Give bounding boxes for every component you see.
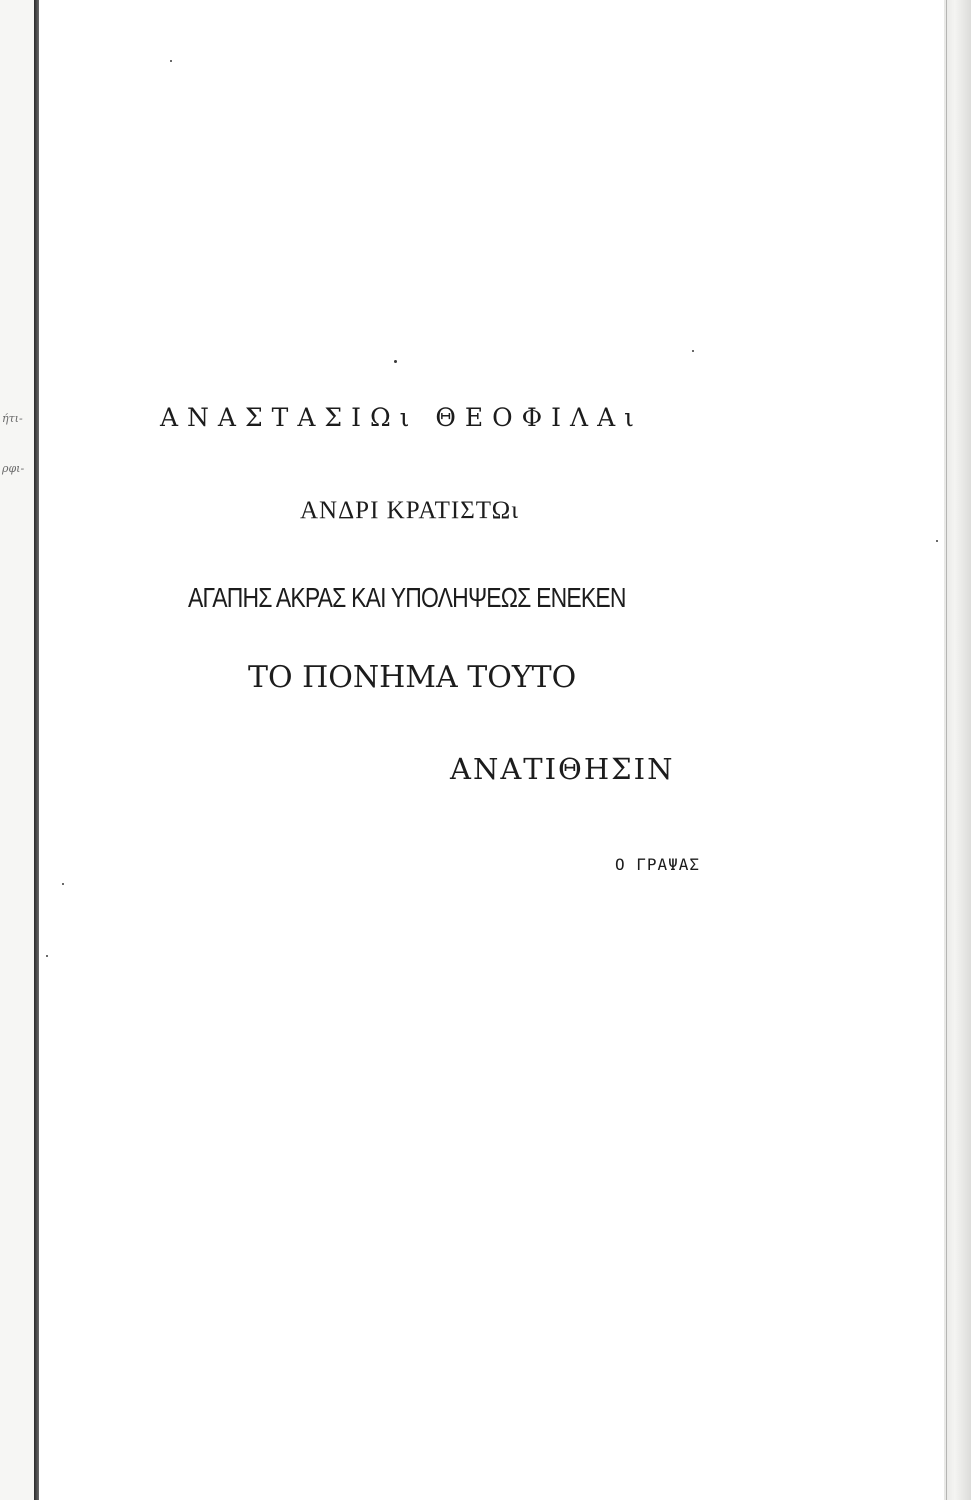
previous-page-edge xyxy=(0,0,34,1500)
dedication-line-work: ΤΟ ΠΟΝΗΜΑ ΤΟΥΤΟ xyxy=(248,660,577,695)
dedication-page xyxy=(39,0,944,1500)
dedication-line-verb: ΑΝΑΤΙΘΗΣΙΝ xyxy=(450,752,675,786)
paper-speck xyxy=(62,883,64,885)
paper-speck xyxy=(46,955,48,957)
paper-speck xyxy=(394,360,397,363)
dedication-signature: Ο ΓΡΑΨΑΣ xyxy=(615,855,701,874)
page-edge-right xyxy=(944,0,971,1500)
paper-speck xyxy=(936,540,938,542)
paper-speck xyxy=(170,60,172,62)
dedication-line-epithet: ΑΝΔΡΙ ΚΡΑΤΙΣΤΩι xyxy=(300,497,519,524)
margin-fragment: ρφι- xyxy=(2,462,25,475)
paper-speck xyxy=(692,350,694,352)
dedication-line-reason: ΑΓΑΠΗΣ ΑΚΡΑΣ ΚΑΙ ΥΠΟΛΗΨΕΩΣ ΕΝΕΚΕΝ xyxy=(188,582,626,613)
margin-fragment: ήτι- xyxy=(2,412,23,425)
dedication-line-recipient: ΑΝΑΣΤΑΣΙΩι ΘΕΟΦΙΛΑι xyxy=(160,403,643,432)
